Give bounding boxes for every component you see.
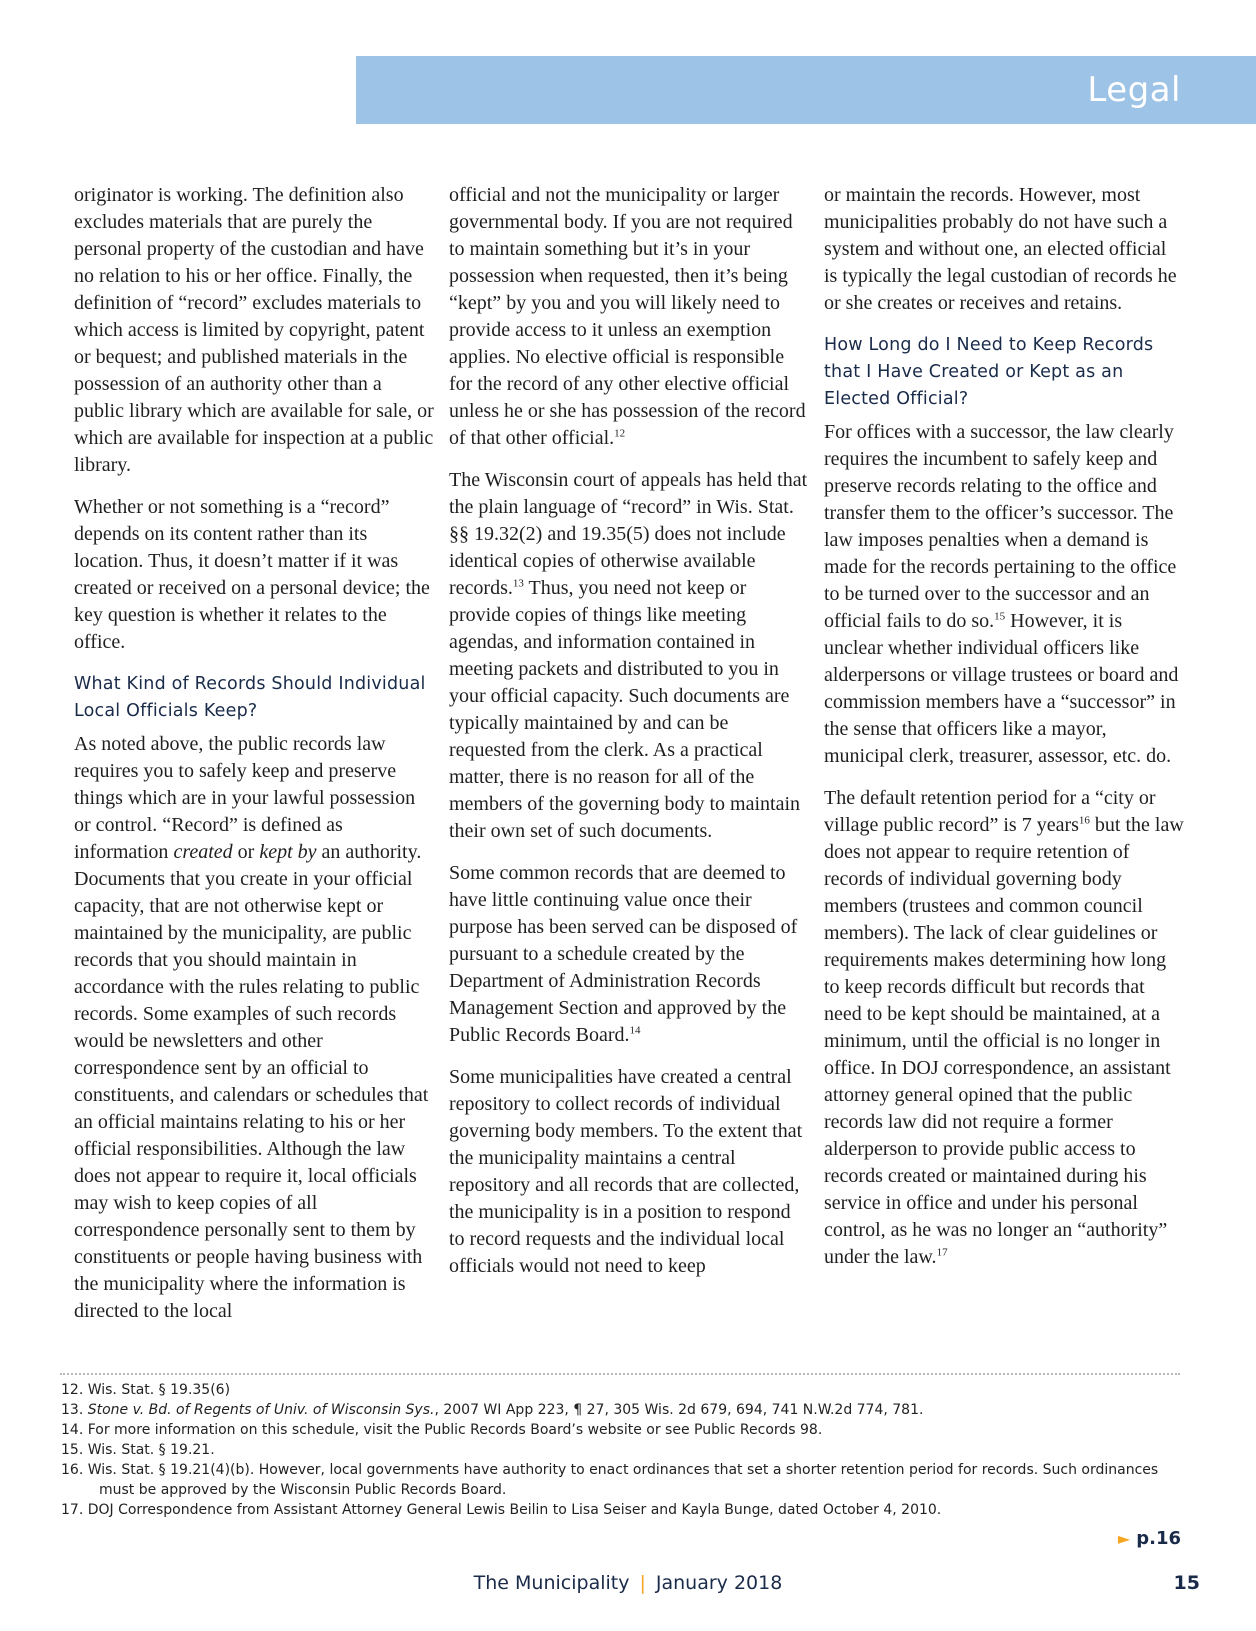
section-heading: How Long do I Need to Keep Records that I Have Created or Kept as an Elected Official? [824,335,1154,409]
column-1 [74,182,434,1340]
page-number: 15 [1173,1572,1200,1594]
footnote: 13. Stone v. Bd. of Regents of Univ. of Wisconsin Sys., 2007 WI App 223, ¶ 27, 305 Wis. 2d 679, 694, 741 N.W.2d 774, 781. [61,1402,924,1418]
publication-name: The Municipality [473,1572,630,1594]
paragraph: The Wisconsin court of appeals has held that the plain language of “record” in Wis. Stat. §§ 19.32(2) and 19.35(5) does not include identical copies of otherwise available records.$^{13}$ Thus, you need not keep or provide copies of things like meeting agendas, and information contained in meeting packets and distributed to you in your official capacity. Such documents are typically maintained by and can be requested from the clerk. As a practical matter, there is no reason for all of the members of the governing body to maintain their own set of such documents. [449,469,808,842]
footnote-ref[interactable]: 17 [936,1246,948,1259]
footnote: 16. Wis. Stat. § 19.21(4)(b). However, local governments have authority to enact ordinances that set a shorter retention period for records. Such ordinances must be approved by the Wisconsin Public Records Board. [61,1462,1159,1498]
issue-date: January 2018 [655,1572,783,1594]
footnote-ref[interactable]: 13 [512,577,524,590]
section-title: Legal [1087,70,1181,110]
footnote: 15. Wis. Stat. § 19.21. [61,1442,215,1458]
footnote: 17. DOJ Correspondence from Assistant Attorney General Lewis Beilin to Lisa Seiser and Kayla Bunge, dated October 4, 2010. [61,1502,942,1518]
paragraph: As noted above, the public records law requires you to safely keep and preserve things which are in your lawful possession or control. “Record” is defined as information created or kept by an authority. Documents that you create in your official capacity, that are not otherwise kept or maintained by the municipality, are public records that you should maintain in accordance with the rules relating to public records. Some examples of such records would be newsletters and other correspondence sent by an official to constituents, and calendars or schedules that an official maintains relating to his or her official responsibilities. Although the law does not appear to require it, local officials may wish to keep copies of all correspondence personally sent to them by constituents or people having business with the municipality where the information is directed to the local [74,733,429,1322]
footnote-ref[interactable]: 12 [614,427,626,440]
continued-link[interactable] [1118,1528,1181,1549]
footnote-ref[interactable]: 16 [1078,814,1090,827]
paragraph: or maintain the records. However, most municipalities probably do not have such a system and without one, an elected official is typically the legal custodian of records he or she creates or receives and retains. [824,184,1177,314]
section-heading: What Kind of Records Should Individual Local Officials Keep? [74,674,426,721]
footnotes [61,1380,1191,1520]
footnote-ref[interactable]: 14 [629,1024,641,1037]
footnote: 12. Wis. Stat. § 19.35(6) [61,1382,231,1398]
paragraph: The default retention period for a “city or village public record” is 7 years$^{16}$ but the law does not appear to require retention of records of individual governing body members (trustees and common council members). The lack of clear guidelines or requirements makes determining how long to keep records difficult but records that need to be kept should be maintained, at a minimum, until the official is no longer in office. In DOJ correspondence, an assistant attorney general opined that the public records law did not require a former alderperson to provide public access to records created or maintained during his service in office and under his personal control, as he was no longer an “authority” under the law.$^{17}$ [824,787,1184,1268]
paragraph: Some municipalities have created a central repository to collect records of individual governing body members. To the extent that the municipality maintains a central repository and all records that are collected, the municipality is in a position to respond to record requests and the individual local officials would not need to keep [449,1066,803,1277]
footnote: 14. For more information on this schedule, visit the Public Records Board’s website or see Public Records 98. [61,1422,823,1438]
continued-page: p.16 [1136,1528,1181,1549]
column-3 [824,182,1184,1286]
paragraph: originator is working. The definition also excludes materials that are purely the personal property of the custodian and have no relation to his or her office. Finally, the definition of “record” excludes materials to which access is limited by copyright, patent or bequest; and published materials in the possession of an authority other than a public library which are available for sale, or which are available for inspection at a public library. [74,184,434,476]
footnote-divider [60,1373,1180,1375]
footnote-ref[interactable]: 15 [994,610,1006,623]
column-2 [449,182,809,1295]
paragraph: Whether or not something is a “record” depends on its content rather than its location. Thus, it doesn’t matter if it was created or received on a personal device; the key question is whether it relates to the office. [74,496,430,653]
footer [0,1572,1256,1594]
footer-separator: | [639,1572,646,1594]
paragraph: Some common records that are deemed to have little continuing value once their purpose has been served can be disposed of pursuant to a schedule created by the Department of Administration Records Management Section and approved by the Public Records Board.$^{14}$ [449,862,798,1046]
paragraph: For offices with a successor, the law clearly requires the incumbent to safely keep and preserve records relating to the office and transfer them to the officer’s successor. The law imposes penalties when a demand is made for the records pertaining to the office to be turned over to the successor and an official fails to do so.$^{15}$ However, it is unclear whether individual officers like alderpersons or village trustees or board and commission members have a “successor” in the sense that officers like a mayor, municipal clerk, treasurer, assessor, etc. do. [824,421,1179,767]
triangle-right-icon: ► [1117,1529,1131,1548]
paragraph: official and not the municipality or larger governmental body. If you are not required to maintain something but it’s in your possession when requested, then it’s being “kept” by you and you will likely need to provide access to it unless an exemption applies. No elective official is responsible for the record of any other elective official unless he or she has possession of the record of that other official.$^{12}$ [449,184,806,449]
section-banner [356,56,1256,124]
